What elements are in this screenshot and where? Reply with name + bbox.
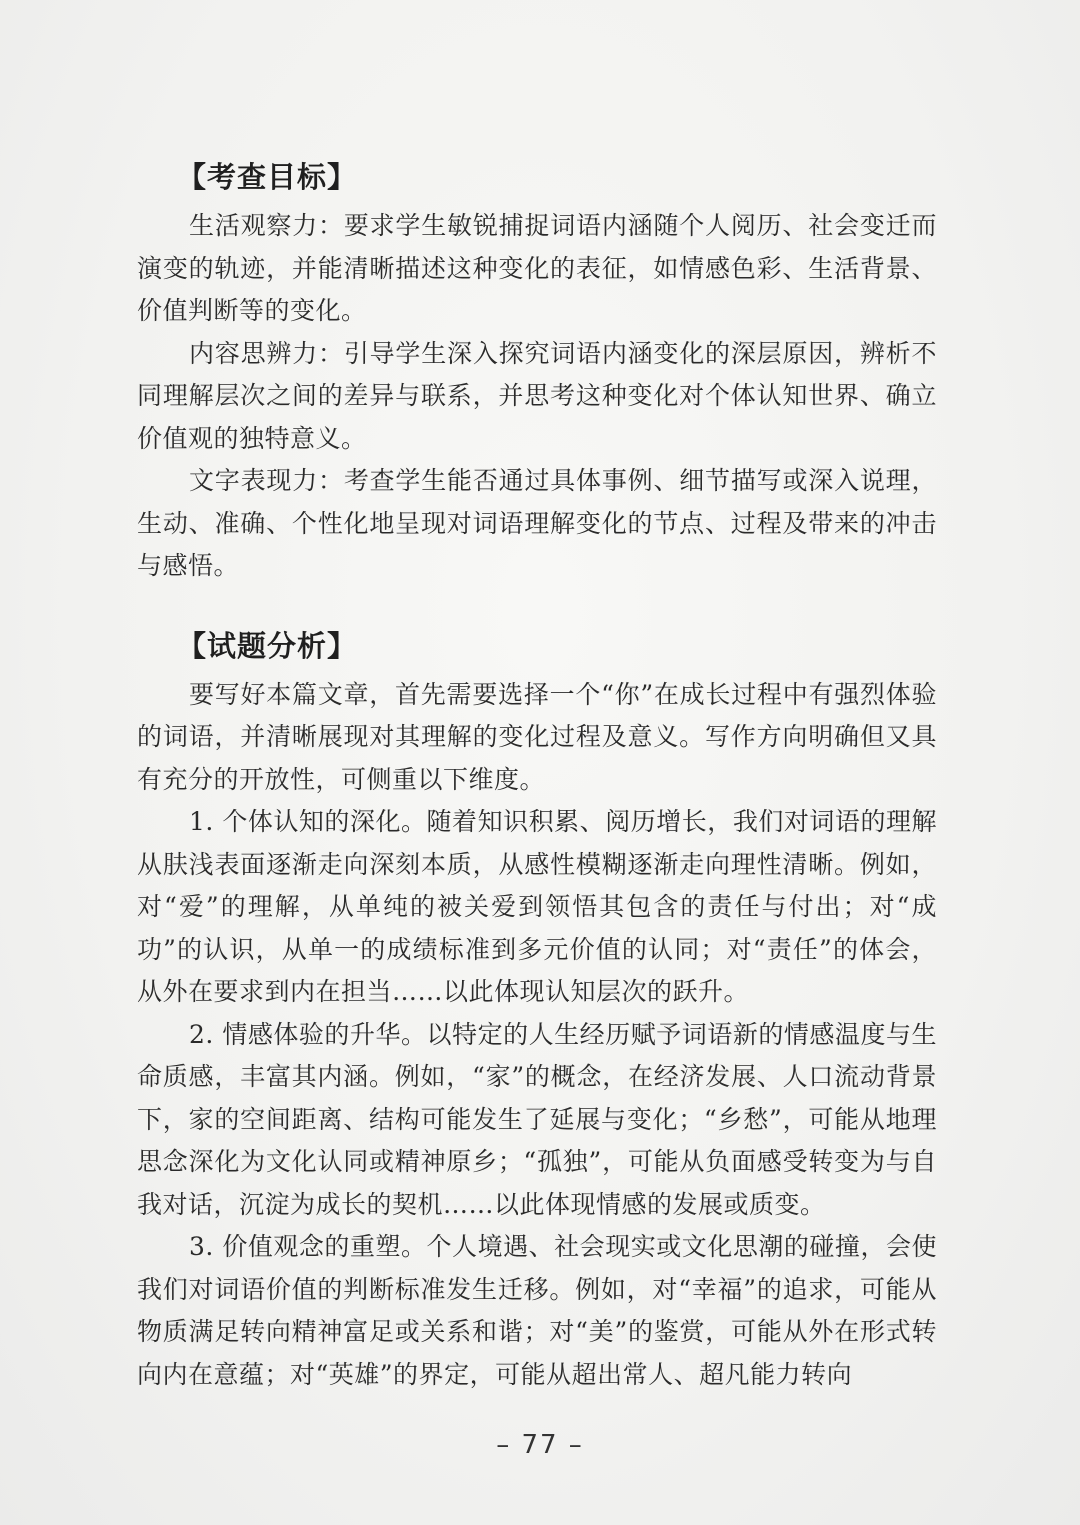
page-number: – 77 –	[496, 1430, 584, 1460]
page-content	[137, 155, 937, 1432]
paragraph: 3. 价值观念的重塑。个人境遇、社会现实或文化思潮的碰撞，会使我们对词语价值的判断标准发生迁移。例如，对“幸福”的追求，可能从物质满足转向精神富足或关系和谐；对“美”的鉴赏，可能从外在形式转向内在意蕴；对“英雄”的界定，可能从超出常人、超凡能力转向	[137, 1232, 937, 1389]
paragraph: 2. 情感体验的升华。以特定的人生经历赋予词语新的情感温度与生命质感，丰富其内涵。例如，“家”的概念，在经济发展、人口流动背景下，家的空间距离、结构可能发生了延展与变化；“乡愁”，可能从地理思念深化为文化认同或精神原乡；“孤独”，可能从负面感受转变为与自我对话，沉淀为成长的契机……以此体现情感的发展或质变。	[137, 1019, 937, 1219]
paragraph: 生活观察力：要求学生敏锐捕捉词语内涵随个人阅历、社会变迁而演变的轨迹，并能清晰描述这种变化的表征，如情感色彩、生活背景、价值判断等的变化。	[137, 211, 937, 325]
paragraph: 要写好本篇文章，首先需要选择一个“你”在成长过程中有强烈体验的词语，并清晰展现对其理解的变化过程及意义。写作方向明确但又具有充分的开放性，可侧重以下维度。	[137, 679, 937, 794]
section-title-question-analysis: 【试题分析】	[177, 628, 358, 663]
section-question-analysis	[137, 624, 937, 1397]
section-exam-objectives	[137, 155, 937, 588]
section-title-exam-objectives: 【考查目标】	[177, 160, 358, 194]
paragraph: 文字表现力：考查学生能否通过具体事例、细节描写或深入说理，生动、准确、个性化地呈现对词语理解变化的节点、过程及带来的冲击与感悟。	[137, 466, 937, 580]
paragraph: 内容思辨力：引导学生深入探究词语内涵变化的深层原因，辨析不同理解层次之间的差异与联系，并思考这种变化对个体认知世界、确立价值观的独特意义。	[137, 338, 937, 453]
paragraph: 1. 个体认知的深化。随着知识积累、阅历增长，我们对词语的理解从肤浅表面逐渐走向深刻本质，从感性模糊逐渐走向理性清晰。例如，对“爱”的理解，从单纯的被关爱到领悟其包含的责任与付出；对“成功”的认识，从单一的成绩标准到多元价值的认同；对“责任”的体会，从外在要求到内在担当……以此体现认知层次的跃升。	[137, 807, 937, 1006]
